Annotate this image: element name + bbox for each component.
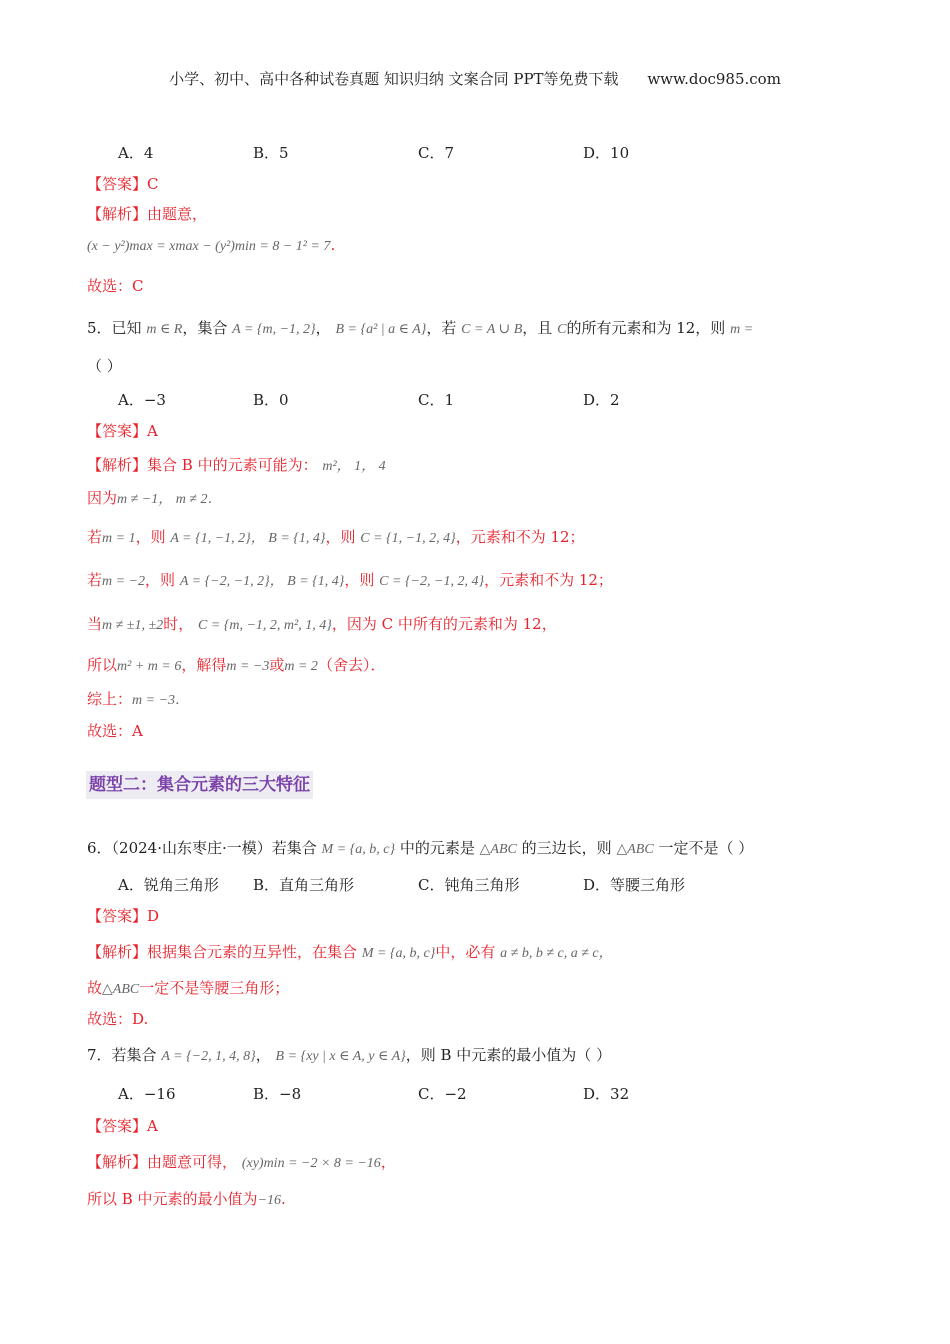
q6-analysis-1 <box>87 941 613 965</box>
q6-stem-c: 的三边长，则 <box>521 839 612 857</box>
q7-a1-end: ， <box>380 1153 396 1171</box>
q5-analysis-1 <box>87 454 386 478</box>
q5-a5-set-c: C = {m, −1, 2, m², 1, 4} <box>197 618 332 633</box>
q5-cond: C = A ∪ B <box>461 322 523 337</box>
q7-option-d: D．32 <box>583 1085 630 1103</box>
q5-stem-c: ，若 <box>426 319 457 337</box>
q7-a2: 所以 B 中元素的最小值为 <box>87 1190 258 1208</box>
analysis-label: 【解析】 <box>87 943 148 961</box>
q5-analysis-4 <box>87 569 613 593</box>
q5-a3-set-c: C = {1, −1, 2, 4} <box>360 531 456 546</box>
q5-stem-b: ，集合 <box>182 319 228 337</box>
q5-a3-then1: ，则 <box>135 528 166 546</box>
q5-option-a: A．−3 <box>118 391 166 409</box>
q5-set-a: A = {m, −1, 2} <box>232 322 316 337</box>
q5-a3-set-a: A = {1, −1, 2} <box>170 531 251 546</box>
q5-a3-m: m = 1 <box>102 531 136 546</box>
q5-a6-eq: m² + m = 6 <box>117 659 182 674</box>
q4-option-b: B．5 <box>253 144 289 162</box>
q6-a1-set: M = {a, b, c} <box>361 946 436 961</box>
q4-choose: 故选：C <box>87 277 144 295</box>
q5-analysis-6 <box>87 654 385 678</box>
q5-analysis-2 <box>87 487 222 511</box>
q5-a6-pre: 所以 <box>87 656 118 674</box>
q5-a3-tail: ，元素和不为 12； <box>455 528 585 546</box>
analysis-text: 由题意， <box>147 205 208 223</box>
q7-a2-end: . <box>281 1190 286 1208</box>
q5-a1-vals: m²， 1， 4 <box>322 459 386 474</box>
q5-a5-m: m ≠ ±1, ±2 <box>102 618 164 633</box>
q6-option-a: A．锐角三角形 <box>118 876 219 894</box>
q7-answer: 【答案】A <box>87 1117 158 1135</box>
q7-option-a: A．−16 <box>118 1085 176 1103</box>
q5-analysis-3 <box>87 526 585 550</box>
q6-answer: 【答案】D <box>87 907 160 925</box>
q5-a3-then2: ，则 <box>325 528 356 546</box>
q4-answer: 【答案】C <box>87 175 159 193</box>
q5-a3-set-b: ， B = {1, 4} <box>250 531 326 546</box>
q6-stem <box>87 837 753 861</box>
q6-stem-b: 中的元素是 <box>399 839 475 857</box>
q7-stem-a: 7．若集合 <box>87 1046 157 1064</box>
q5-a4-set-c: C = {−2, −1, 2, 4} <box>379 574 485 589</box>
q6-option-b: B．直角三角形 <box>253 876 355 894</box>
q6-analysis-2 <box>87 977 289 1001</box>
q7-stem <box>87 1044 611 1068</box>
q5-stem-a: 5．已知 <box>87 319 142 337</box>
q6-stem-d: 一定不是（ ） <box>658 839 754 857</box>
q5-a5-mid: 时， <box>163 615 194 633</box>
q5-stem <box>87 317 753 341</box>
q5-stem-e: 的所有元素和为 12，则 <box>566 319 726 337</box>
q5-a4-set-b: ， B = {1, 4} <box>269 574 345 589</box>
q6-a2-pre: 故 <box>87 979 103 997</box>
q7-a1-math: (xy)min = −2 × 8 = −16 <box>241 1156 381 1171</box>
q5-a2-pre: 因为 <box>87 489 118 507</box>
q4-formula: (x − y²)max = xmax − (y²)min = 8 − 1² = 7 <box>87 239 331 254</box>
q5-option-c: C．1 <box>418 391 455 409</box>
q7-stem-b: ，则 B 中元素的最小值为（ ） <box>405 1046 612 1064</box>
q6-stem-a: 6．（2024·山东枣庄·一模）若集合 <box>87 839 317 857</box>
q5-analysis-7 <box>87 688 189 712</box>
q5-option-b: B．0 <box>253 391 289 409</box>
q6-option-c: C．钝角三角形 <box>418 876 520 894</box>
section-title: 题型二：集合元素的三大特征 <box>86 771 313 799</box>
q6-a1-mid: 中，必有 <box>435 943 496 961</box>
q5-option-d: D．2 <box>583 391 620 409</box>
q5-c-var: C <box>557 322 567 337</box>
q5-a6-or: 或 <box>269 656 285 674</box>
header-url[interactable]: www.doc985.com <box>647 70 781 88</box>
q5-answer: 【答案】A <box>87 422 158 440</box>
q7-analysis-1 <box>87 1151 396 1175</box>
q5-choose: 故选：A <box>87 722 143 740</box>
q5-comma: ， <box>315 319 331 337</box>
q6-set-m: M = {a, b, c} <box>321 842 396 857</box>
q6-triangle: △ABC <box>479 842 517 857</box>
q6-choose: 故选：D. <box>87 1010 149 1028</box>
q5-a4-pre: 若 <box>87 571 103 589</box>
q5-m-eq: m = <box>730 322 754 337</box>
q5-a4-tail: ，元素和不为 12； <box>484 571 613 589</box>
q6-triangle-2: △ABC <box>616 842 654 857</box>
q5-a7-val: m = −3． <box>132 693 190 708</box>
q5-a4-m: m = −2 <box>102 574 146 589</box>
q7-option-b: B．−8 <box>253 1085 302 1103</box>
q4-option-d: D．10 <box>583 144 630 162</box>
q5-m-in-r: m ∈ R <box>146 322 183 337</box>
q6-option-d: D．等腰三角形 <box>583 876 686 894</box>
q7-a1: 由题意可得， <box>147 1153 238 1171</box>
q5-a4-set-a: A = {−2, −1, 2} <box>179 574 270 589</box>
q5-a1: 集合 B 中的元素可能为： <box>147 456 318 474</box>
header-text: 小学、初中、高中各种试卷真题 知识归纳 文案合同 PPT等免费下载 <box>169 70 619 88</box>
q7-analysis-2 <box>87 1188 286 1212</box>
q6-a2-tail: 一定不是等腰三角形； <box>139 979 290 997</box>
q7-set-a: A = {−2, 1, 4, 8} <box>161 1049 256 1064</box>
q5-a7-pre: 综上： <box>87 690 133 708</box>
q6-a1-cond: a ≠ b, b ≠ c, a ≠ c， <box>500 946 613 961</box>
q6-a2-tri: △ABC <box>102 982 140 997</box>
analysis-label: 【解析】 <box>87 1153 148 1171</box>
q5-a4-then1: ，则 <box>145 571 176 589</box>
q5-a5-pre: 当 <box>87 615 103 633</box>
q5-a6-s1: m = −3 <box>226 659 270 674</box>
q5-set-b: B = {a² | a ∈ A} <box>335 322 427 337</box>
q5-a3-pre: 若 <box>87 528 103 546</box>
q7-option-c: C．−2 <box>418 1085 467 1103</box>
q4-formula-line <box>87 234 335 258</box>
q6-a1: 根据集合元素的互异性，在集合 <box>147 943 358 961</box>
q5-paren: （ ） <box>87 357 122 375</box>
q4-analysis <box>87 203 207 225</box>
q5-a6-s2: m = 2 <box>284 659 318 674</box>
analysis-label: 【解析】 <box>87 456 148 474</box>
page-header <box>0 68 950 89</box>
q4-option-c: C．7 <box>418 144 455 162</box>
q7-a2-val: −16 <box>257 1193 282 1208</box>
q5-a6-tail: （舍去）． <box>317 656 386 674</box>
q5-a6-mid: ，解得 <box>181 656 227 674</box>
q5-a2-math: m ≠ −1， m ≠ 2． <box>117 492 222 507</box>
q5-stem-d: ，且 <box>522 319 553 337</box>
q7-comma: ， <box>255 1046 271 1064</box>
q4-option-a: A．4 <box>118 144 154 162</box>
q5-a5-tail: ，因为 C 中所有的元素和为 12， <box>331 615 557 633</box>
q5-analysis-5 <box>87 613 557 637</box>
analysis-label: 【解析】 <box>87 205 148 223</box>
q5-a4-then2: ，则 <box>344 571 375 589</box>
q7-set-b: B = {xy | x ∈ A, y ∈ A} <box>275 1049 406 1064</box>
q4-formula-end: . <box>330 236 336 254</box>
